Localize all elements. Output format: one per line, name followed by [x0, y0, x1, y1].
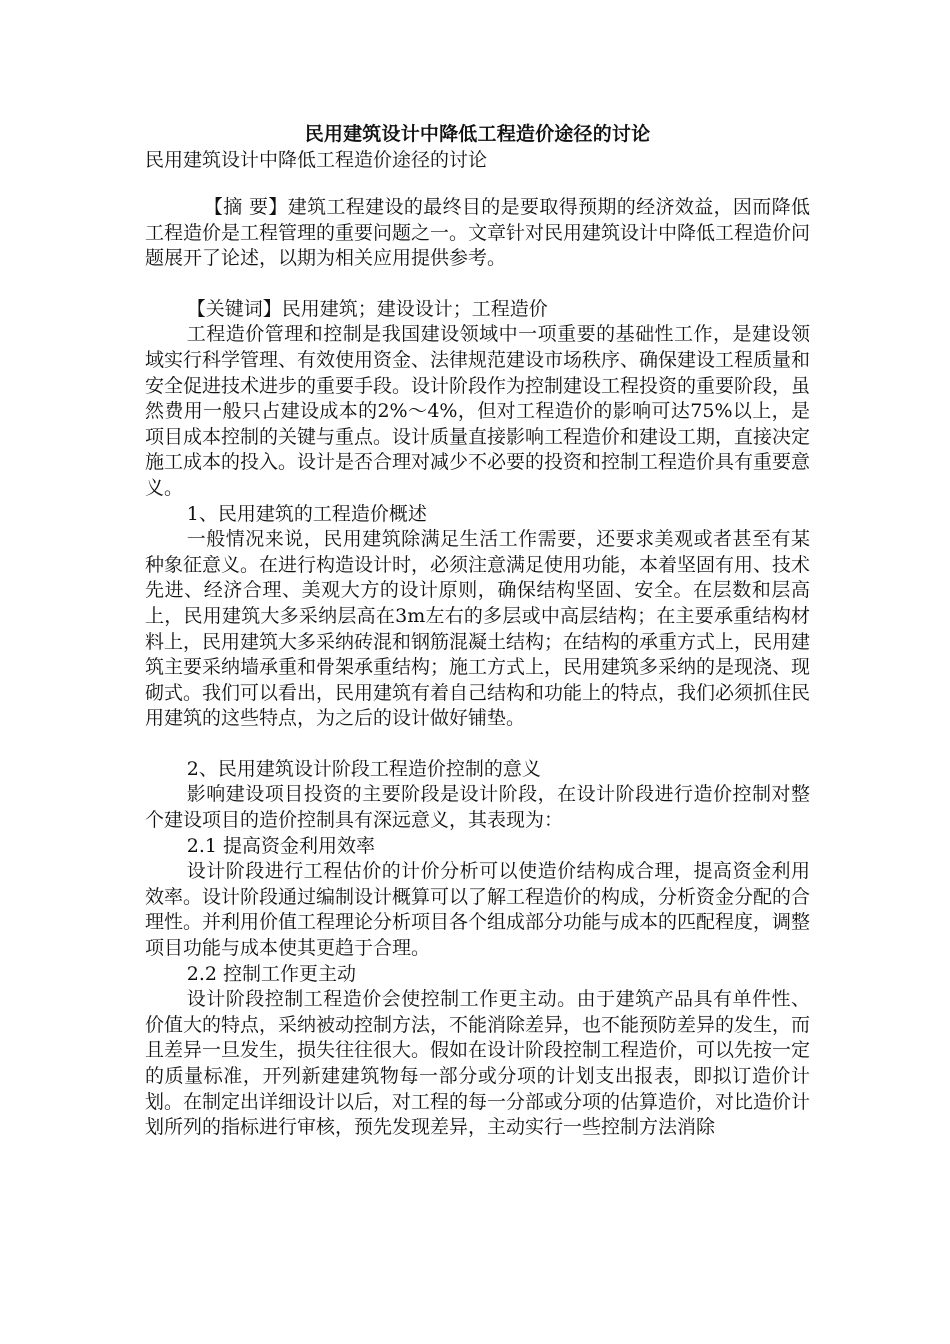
- keywords-line: 【关键词】民用建筑；建设设计；工程造价: [186, 297, 548, 320]
- section-2-paragraph: 影响建设项目投资的主要阶段是设计阶段，在设计阶段进行造价控制对整个建设项目的造价控制具有深远意义，其表现为：: [145, 783, 810, 832]
- intro-paragraph: 工程造价管理和控制是我国建设领域中一项重要的基础性工作，是建设领域实行科学管理、有效使用资金、法律规范建设市场秩序、确保建设工程质量和安全促进技术进步的重要手段。设计阶段作为控制建设工程投资的重要阶段，虽然费用一般只占建设成本的2%～4%，但对工程造价的影响可达75%以上，是项目成本控制的关键与重点。设计质量直接影响工程造价和建设工期，直接决定施工成本的投入。设计是否合理对减少不必要的投资和控制工程造价具有重要意义。: [145, 323, 811, 499]
- document-subtitle: 民用建筑设计中降低工程造价途径的讨论: [145, 149, 488, 171]
- section-2-2-paragraph: 设计阶段控制工程造价会使控制工作更主动。由于建筑产品具有单件性、价值大的特点，采纳被动控制方法，不能消除差异，也不能预防差异的发生，而且差异一旦发生，损失往往很大。假如在设计阶段控制工程造价，可以先按一定的质量标准，开列新建建筑物每一部分或分项的计划支出报表，即拟订造价计划。在制定出详细设计以后，对工程的每一分部或分项的估算造价，对比造价计划所列的指标进行审核，预先发现差异，主动实行一些控制方法消除: [145, 988, 811, 1139]
- document-title: 民用建筑设计中降低工程造价途径的讨论: [304, 123, 651, 145]
- section-2-1-paragraph: 设计阶段进行工程估价的计价分析可以使造价结构成合理，提高资金利用效率。设计阶段通过编制设计概算可以了解工程造价的构成，分析资金分配的合理性。并利用价值工程理论分析项目各个组成部分功能与成本的匹配程度，调整项目功能与成本使其更趋于合理。: [145, 860, 811, 960]
- section-2-1-heading: 2.1 提高资金利用效率: [186, 834, 376, 857]
- section-1-paragraph: 一般情况来说，民用建筑除满足生活工作需要，还要求美观或者甚至有某种象征意义。在进行构造设计时，必须注意满足使用功能，本着坚固有用、技术先进、经济合理、美观大方的设计原则，确保结构坚固、安全。在层数和层高上，民用建筑大多采纳层高在3m左右的多层或中高层结构；在主要承重结构材料上，民用建筑大多采纳砖混和钢筋混凝土结构；在结构的承重方式上，民用建筑主要采纳墙承重和骨架承重结构；施工方式上，民用建筑多采纳的是现浇、现砌式。我们可以看出，民用建筑有着自己结构和功能上的特点，我们必须抓住民用建筑的这些特点，为之后的设计做好铺垫。: [145, 528, 811, 730]
- section-2-heading: 2、民用建筑设计阶段工程造价控制的意义: [186, 757, 541, 780]
- section-1-heading: 1、民用建筑的工程造价概述: [186, 502, 427, 525]
- document-body: [145, 121, 810, 1141]
- abstract-paragraph: 【摘 要】建筑工程建设的最终目的是要取得预期的经济效益，因而降低工程造价是工程管理的重要问题之一。文章针对民用建筑设计中降低工程造价问题展开了论述，以期为相关应用提供参考。: [145, 196, 811, 270]
- section-2-2-heading: 2.2 控制工作更主动: [186, 962, 357, 985]
